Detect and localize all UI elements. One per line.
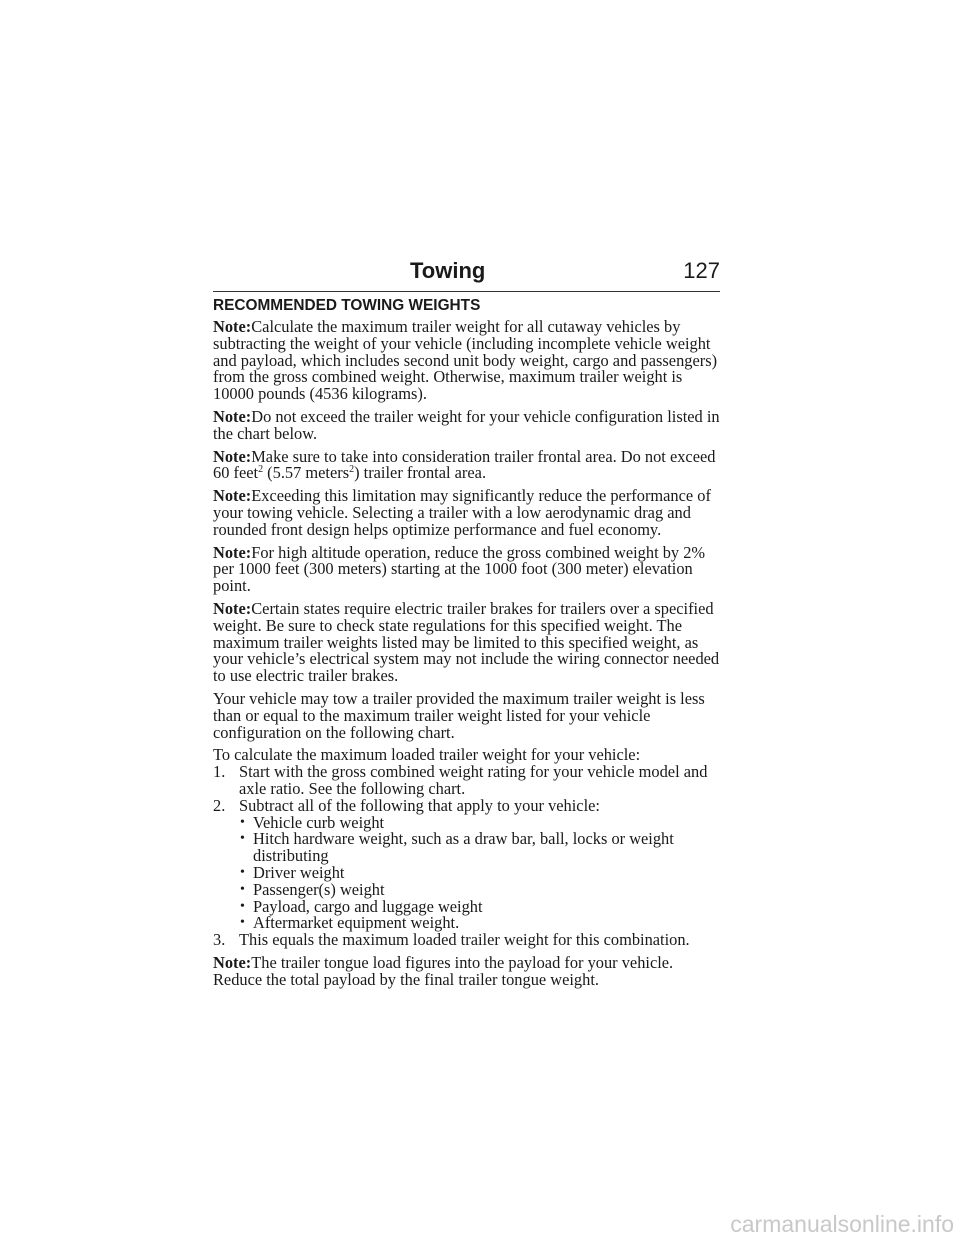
step-item: [213, 932, 725, 949]
note-text-part: (5.57 meters: [263, 463, 350, 483]
page-number: 127: [683, 258, 720, 283]
note-text: For high altitude operation, reduce the gross combined weight by 2% per 1000 feet (300 meters) starting at the 1000 foot (300 meter) elevation point.: [213, 542, 706, 596]
bullet-icon: •: [240, 881, 245, 897]
watermark: carmanualsonline.info: [730, 1211, 954, 1237]
note-text: Calculate the maximum trailer weight for all cutaway vehicles by subtracting the weight of your vehicle (including incomplete vehicle weight and payload, which includes second unit body weight, cargo and passengers) from the gross combined weight. Otherwise, maximum trailer weight is 10000 pounds (4536 kilograms).: [213, 317, 718, 404]
steps-list: [213, 932, 725, 949]
note-text-part: Make sure to take into consideration trailer frontal area. Do not exceed 60 feet: [213, 446, 716, 483]
note-trailer-weight: [213, 406, 725, 443]
step-number: 3.: [213, 930, 226, 950]
step-number: 2.: [213, 795, 226, 815]
note-text: Do not exceed the trailer weight for your vehicle configuration listed in the chart below.: [213, 406, 720, 443]
header-divider: [213, 291, 720, 292]
note-label: Note:: [213, 952, 252, 972]
bullet-icon: •: [240, 831, 245, 847]
page-header: [213, 256, 720, 293]
step-item: [213, 795, 725, 815]
note-tongue-load: [213, 952, 725, 989]
bullet-icon: •: [240, 898, 245, 914]
calc-intro: To calculate the maximum loaded trailer weight for your vehicle:: [213, 745, 641, 765]
note-label: Note:: [213, 406, 252, 426]
note-label: Note:: [213, 446, 252, 466]
note-cutaway: [213, 319, 725, 403]
bullet-icon: •: [240, 915, 245, 931]
list-item-text: Aftermarket equipment weight.: [253, 913, 460, 933]
steps-list: [213, 764, 725, 814]
note-altitude: [213, 542, 725, 596]
list-item-text: Payload, cargo and luggage weight: [253, 896, 483, 916]
step-text: Start with the gross combined weight rating for your vehicle model and axle ratio. See the following chart.: [239, 762, 708, 798]
bullet-icon: •: [240, 814, 245, 830]
bullet-icon: •: [240, 864, 245, 880]
section-title: Towing: [410, 258, 486, 283]
list-item-text: Driver weight: [253, 862, 345, 882]
step-text: Subtract all of the following that apply to your vehicle:: [239, 795, 600, 815]
bullet-list: [213, 812, 725, 933]
note-electric-brakes: [213, 598, 725, 686]
note-label: Note:: [213, 486, 252, 506]
list-item: [213, 831, 725, 865]
section-heading: RECOMMENDED TOWING WEIGHTS: [213, 297, 481, 314]
list-item-text: Hitch hardware weight, such as a draw bar, ball, locks or weight distributing: [253, 829, 674, 866]
list-item-text: Vehicle curb weight: [253, 812, 385, 832]
superscript: 2: [258, 464, 264, 476]
superscript: 2: [349, 464, 355, 476]
page-content: [213, 297, 725, 994]
note-frontal-area: [213, 446, 725, 483]
step-item: [213, 764, 725, 798]
body-paragraph: Your vehicle may tow a trailer provided the maximum trailer weight is less than or equal to the maximum trailer weight listed for your vehicle configuration on the following chart.: [213, 688, 705, 742]
note-text: Exceeding this limitation may significantly reduce the performance of your towing vehicle. Selecting a trailer with a low aerodynamic drag and rounded front design helps optimize performance and fuel economy.: [213, 486, 711, 539]
note-label: Note:: [213, 317, 252, 336]
list-item-text: Passenger(s) weight: [253, 879, 385, 899]
note-label: Note:: [213, 598, 252, 618]
note-text: The trailer tongue load figures into the payload for your vehicle. Reduce the total payload by the final trailer tongue weight.: [213, 952, 674, 989]
note-performance: [213, 488, 725, 538]
note-label: Note:: [213, 542, 252, 562]
step-text: This equals the maximum loaded trailer weight for this combination.: [239, 930, 690, 950]
step-number: 1.: [213, 762, 226, 782]
note-text: Certain states require electric trailer brakes for trailers over a specified weight. Be sure to check state regulations for this specified weight. The maximum trailer weights listed may be limited to this specified weight, as your vehicle’s electrical system may not include the wiring connector needed to use electric trailer brakes.: [213, 598, 720, 686]
note-text-part: ) trailer frontal area.: [354, 463, 487, 483]
list-item: [213, 879, 725, 899]
